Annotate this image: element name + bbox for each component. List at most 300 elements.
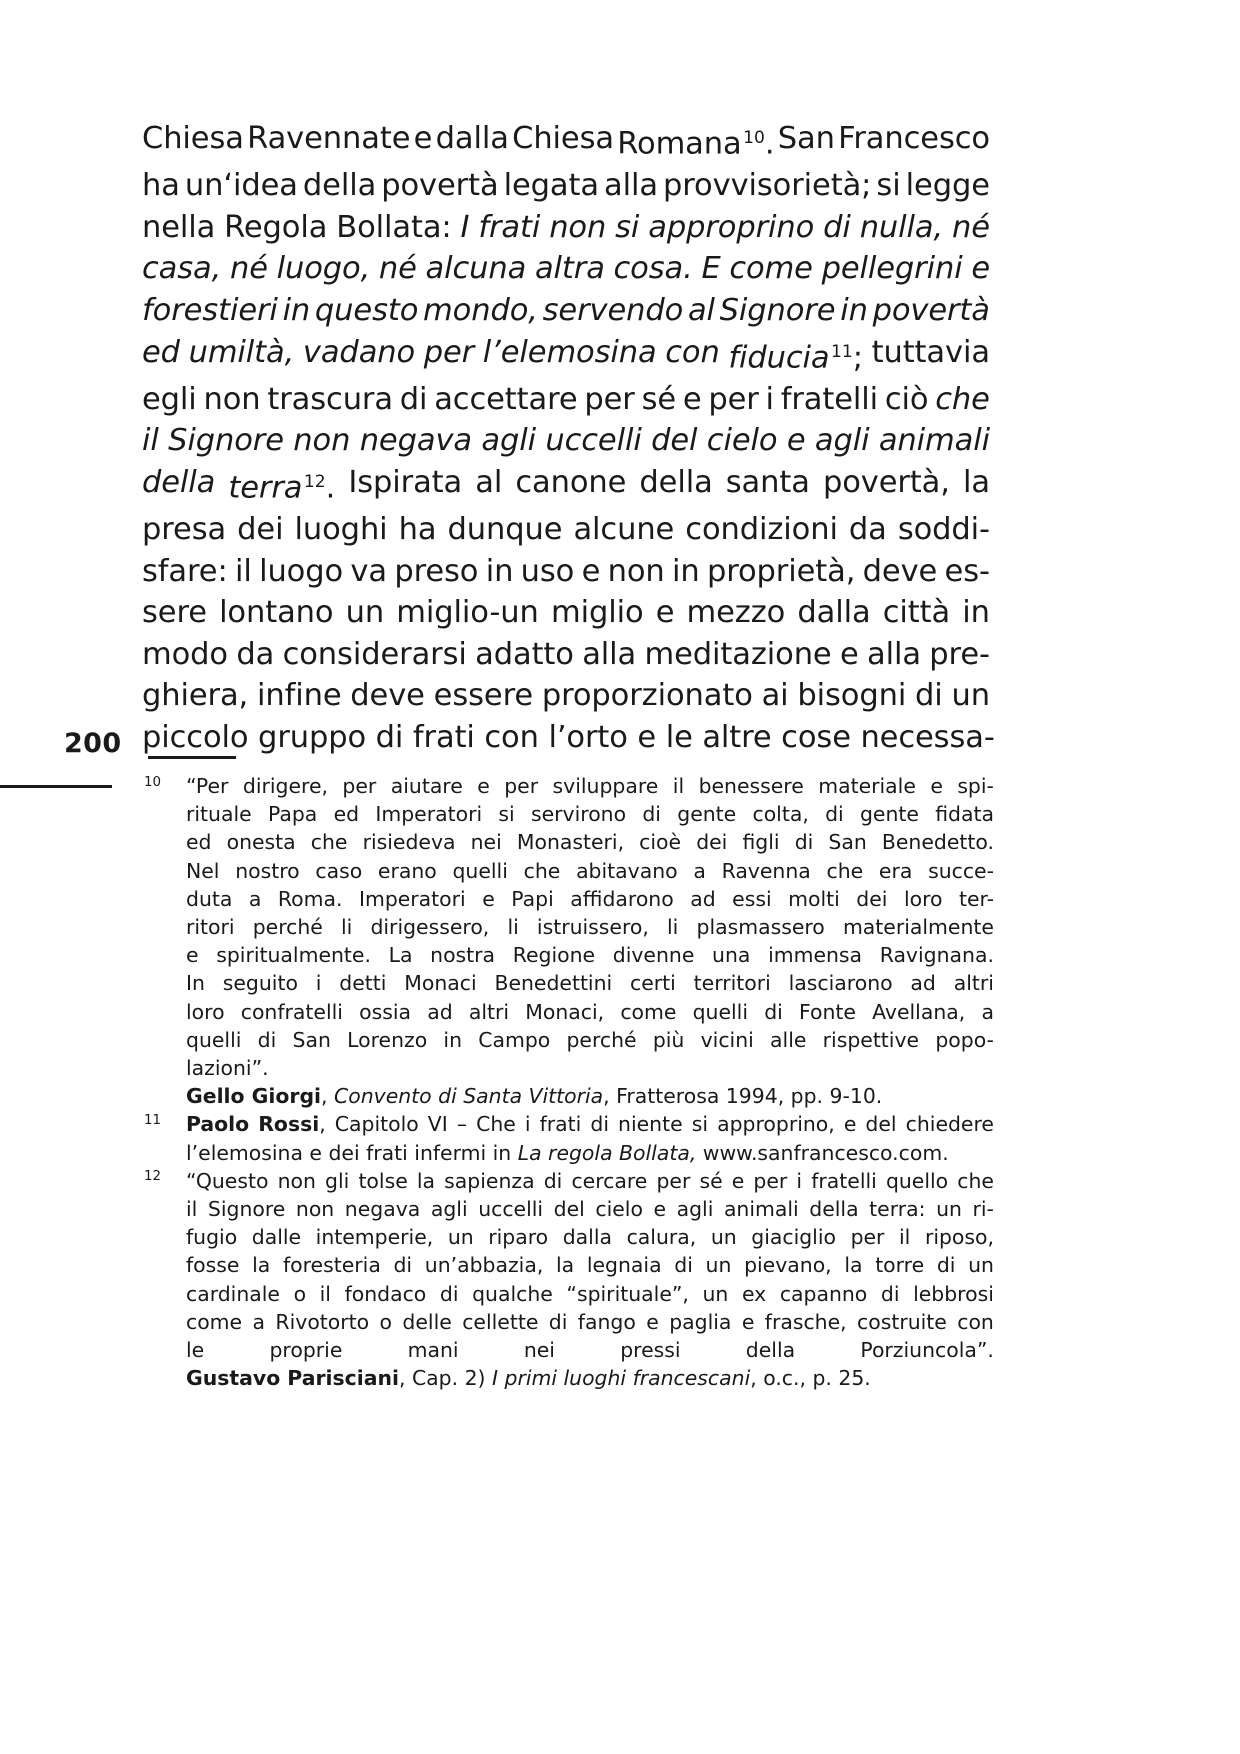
word: [929, 634, 990, 676]
word: [258, 1110, 325, 1138]
word: [524, 857, 561, 885]
text-line: [142, 290, 990, 332]
footnote-item: [142, 772, 994, 1110]
text-run: provvisorietà;: [663, 168, 872, 204]
text-run: cardinale: [186, 1281, 280, 1306]
text-run: con: [957, 1309, 994, 1334]
text-run: della: [745, 1338, 796, 1363]
word: [294, 1280, 306, 1308]
word: [872, 332, 990, 379]
word: [186, 998, 225, 1026]
text-run: di: [399, 381, 428, 417]
word: [582, 551, 601, 593]
text-run: , o.c., p. 25.: [750, 1366, 871, 1391]
word: [511, 885, 553, 913]
word: [796, 1167, 802, 1195]
word: [481, 420, 536, 462]
word: [883, 592, 950, 634]
text-run: per: [753, 1168, 788, 1193]
word: [685, 509, 838, 551]
word: [822, 248, 963, 290]
word: [342, 772, 376, 800]
word: [693, 998, 748, 1026]
text-run: di: [543, 1168, 563, 1193]
footnote-line: [186, 1082, 994, 1110]
word: [394, 551, 478, 593]
text-run: Monaci,: [525, 999, 605, 1024]
word: [208, 1195, 285, 1223]
word: [677, 1195, 714, 1223]
word: [674, 1251, 693, 1279]
word: [811, 1167, 877, 1195]
footnote-line: [186, 1167, 994, 1195]
text-run: altri: [953, 971, 994, 996]
word: [882, 828, 994, 856]
word: [462, 1308, 538, 1336]
word: [711, 1223, 737, 1251]
word: [186, 857, 219, 885]
text-run: territori: [693, 971, 771, 996]
word: [840, 634, 859, 676]
text-run: meditazione: [644, 636, 832, 672]
text-run: ad: [910, 971, 936, 996]
word: [935, 1026, 994, 1054]
text-run: la: [962, 464, 990, 500]
text-run: , Cap. 2): [398, 1366, 492, 1391]
word: [906, 165, 990, 207]
text-run: perché: [252, 915, 323, 940]
italic-run: vadano: [302, 334, 416, 370]
word: [185, 165, 298, 207]
text-run: , Fratterosa 1994, pp. 9-10.: [603, 1084, 883, 1109]
word: [428, 1110, 448, 1138]
text-run: lasciarono: [788, 971, 893, 996]
text-run: gli: [325, 1168, 350, 1193]
word: [768, 941, 862, 969]
text-run: sfare:: [142, 553, 228, 589]
word: [186, 1280, 280, 1308]
word: [249, 885, 262, 913]
word: [732, 885, 771, 913]
word: [925, 1223, 994, 1251]
text-run: un: [968, 1253, 994, 1278]
word: [551, 592, 644, 634]
text-run: un: [936, 1197, 962, 1222]
word: [935, 800, 994, 828]
text-run: nella: [142, 209, 216, 245]
text-line: [142, 462, 990, 509]
text-run: va: [350, 553, 387, 589]
word: [608, 551, 665, 593]
text-run: Benedettini: [494, 971, 613, 996]
text-run: dei: [696, 830, 728, 855]
word: [404, 969, 476, 997]
word: [630, 969, 676, 997]
text-run: “Questo: [186, 1168, 269, 1193]
text-run: ed: [333, 802, 360, 827]
word: [823, 462, 950, 509]
text-run: Lorenzo: [347, 1027, 428, 1052]
text-run: quelli: [692, 999, 749, 1024]
word: [414, 118, 433, 165]
text-run: rispettive: [822, 1027, 920, 1052]
word: [524, 1336, 555, 1364]
text-run: si: [691, 1112, 709, 1137]
word: [142, 379, 197, 421]
word: [954, 969, 994, 997]
word: [703, 1280, 729, 1308]
text-run: non: [277, 1168, 316, 1193]
text-run: ha: [142, 168, 180, 204]
text-run: non: [607, 553, 665, 589]
word: [345, 1280, 427, 1308]
text-run: lontano: [219, 595, 334, 631]
word: [186, 800, 252, 828]
word: [471, 828, 502, 856]
text-run: colta,: [752, 802, 809, 827]
word: [665, 332, 719, 379]
text-run: agli: [676, 1197, 714, 1222]
text-run: paglia: [669, 1309, 732, 1334]
text-run: a: [981, 999, 994, 1024]
word: [701, 248, 720, 290]
word: [417, 1167, 435, 1195]
text-run: sapienza: [444, 1168, 535, 1193]
text-run: VI: [427, 1112, 448, 1137]
word: [402, 1308, 451, 1336]
word: [142, 165, 180, 207]
page-number-rule: [0, 785, 112, 788]
text-run: un: [702, 1281, 729, 1306]
text-run: città: [882, 595, 951, 631]
word: [482, 885, 495, 913]
text-run: es-: [944, 553, 990, 589]
text-run: pressi: [620, 1338, 681, 1363]
word: [544, 1167, 563, 1195]
word: [910, 969, 935, 997]
text-run: .: [325, 470, 336, 506]
text-run: materiale: [818, 774, 916, 798]
word: [360, 420, 472, 462]
word: [573, 509, 674, 551]
word: [849, 509, 887, 551]
text-run: i: [315, 971, 322, 996]
text-run: di: [764, 999, 783, 1024]
text-run: considerarsi: [282, 636, 467, 672]
text-run: ad: [690, 886, 716, 911]
word: [295, 509, 388, 551]
text-run: la: [252, 1253, 271, 1278]
text-run: Romana: [617, 126, 742, 162]
word: [253, 913, 323, 941]
text-run: si: [876, 168, 901, 204]
text-run: sere: [142, 595, 207, 631]
word: [815, 420, 870, 462]
italic-run: luogo,: [276, 251, 371, 287]
text-line: [142, 207, 990, 249]
word: [216, 941, 371, 969]
word: [706, 1251, 732, 1279]
text-run: li: [340, 915, 353, 940]
text-run: quelli: [452, 858, 508, 883]
text-run: altri: [468, 999, 510, 1024]
text-run: egli: [142, 381, 197, 417]
word: [957, 1167, 994, 1195]
word: [186, 1336, 204, 1364]
word: [359, 998, 411, 1026]
word: [752, 800, 808, 828]
word: [448, 1223, 474, 1251]
text-run: da: [848, 512, 887, 548]
text-run: che: [826, 858, 864, 883]
word: [673, 772, 684, 800]
italic-run: uccelli: [545, 423, 642, 459]
text-run: legge: [905, 168, 990, 204]
text-run: succe-: [928, 858, 994, 883]
word: [258, 1026, 277, 1054]
text-run: sé: [641, 381, 677, 417]
text-run: riposo,: [924, 1225, 994, 1250]
italic-run: non: [549, 209, 607, 245]
text-run: di: [548, 1309, 568, 1334]
word: [554, 1195, 585, 1223]
text-run: o: [293, 1281, 307, 1306]
word: [186, 913, 235, 941]
word: [142, 509, 226, 551]
text-run: un: [710, 1225, 737, 1250]
word: [542, 675, 753, 717]
word: [186, 1167, 268, 1195]
text-run: la: [416, 1168, 436, 1193]
word: [869, 1195, 925, 1223]
word: [795, 828, 814, 856]
italic-run: La regola Bollata,: [517, 1140, 697, 1165]
text-run: Rivotorto: [275, 1309, 370, 1334]
footnote-line: [186, 1251, 994, 1279]
footnote-line: [186, 998, 994, 1026]
text-run: mezzo: [686, 595, 786, 631]
word: [142, 332, 180, 379]
word: [936, 1195, 962, 1223]
word: [315, 290, 418, 332]
word: [346, 592, 384, 634]
text-run: e: [741, 1309, 755, 1334]
footnote-line: [186, 800, 994, 828]
word: [235, 857, 299, 885]
text-run: certi: [630, 971, 676, 996]
text-run: e: [843, 1112, 857, 1137]
word: [498, 800, 514, 828]
text-run: modo: [142, 636, 228, 672]
text-run: confratelli: [240, 999, 343, 1024]
text-run: tuttavia: [871, 334, 990, 370]
italic-run: ed: [142, 334, 180, 370]
footnote-line: [186, 913, 994, 941]
word: [860, 1336, 994, 1364]
text-run: Chiesa: [142, 121, 244, 156]
word: [838, 118, 990, 165]
text-run: Imperatori: [358, 886, 466, 911]
text-run: duta: [186, 886, 233, 911]
text-line: [142, 551, 990, 593]
word: [235, 551, 252, 593]
text-run: ex: [741, 1281, 767, 1306]
text-run: Nel: [186, 858, 220, 883]
italic-run: con: [665, 334, 720, 370]
text-run: fango: [577, 1309, 636, 1334]
text-run: proporzionato: [541, 678, 753, 714]
footnote-reference: 12: [303, 471, 326, 492]
text-run: benessere: [698, 774, 804, 798]
word: [582, 634, 636, 676]
word: [259, 551, 343, 593]
word: [408, 1336, 459, 1364]
italic-run: di: [823, 209, 851, 245]
text-run: fugio: [186, 1225, 238, 1250]
word: [614, 248, 693, 290]
italic-run: animali: [878, 423, 990, 459]
text-run: un‘idea: [184, 168, 298, 204]
word: [513, 941, 595, 969]
footnote-line: [186, 1336, 994, 1364]
main-text-column: [142, 118, 995, 759]
word: [604, 165, 658, 207]
word: [283, 290, 311, 332]
word: [751, 1223, 836, 1251]
word: [928, 857, 994, 885]
word: [283, 634, 467, 676]
text-run: chiedere: [905, 1112, 994, 1137]
word: [396, 592, 539, 634]
word: [375, 800, 482, 828]
text-run: le: [186, 1338, 205, 1363]
text-run: il: [672, 774, 685, 798]
text-run: di: [393, 1253, 413, 1278]
text-run: cielo: [595, 1197, 643, 1222]
text-run: molti: [788, 886, 840, 911]
word: [142, 248, 221, 290]
text-run: miglio-un: [396, 595, 539, 631]
text-run: ritori: [186, 915, 235, 940]
text-run: i: [796, 1168, 803, 1193]
text-run: Papa: [267, 802, 318, 827]
text-run: miglio: [550, 595, 644, 631]
text-run: frati: [539, 1112, 582, 1137]
word: [587, 1251, 662, 1279]
text-run: a: [252, 1309, 266, 1334]
text-run: che: [310, 830, 348, 855]
text-run: legata: [503, 168, 599, 204]
italic-run: il: [142, 423, 159, 459]
word: [436, 118, 509, 165]
text-run: San: [777, 121, 835, 156]
word: [543, 290, 684, 332]
word: [972, 1195, 993, 1223]
word: [336, 207, 451, 249]
text-run: per: [850, 1225, 885, 1250]
italic-run: in: [282, 292, 311, 328]
italic-run: agli: [481, 423, 536, 459]
text-run: in: [671, 553, 700, 589]
word: [269, 1336, 342, 1364]
word: [867, 634, 921, 676]
word: [693, 857, 706, 885]
text-run: in: [443, 1027, 462, 1052]
word: [325, 1167, 349, 1195]
text-run: uccelli: [478, 1197, 544, 1222]
word: [872, 998, 965, 1026]
text-run: dei: [237, 512, 284, 548]
word: [627, 1223, 697, 1251]
text-run: agli: [430, 1197, 468, 1222]
text-run: quello: [885, 1168, 949, 1193]
text-run: dirigessero,: [370, 915, 490, 940]
word: [316, 969, 322, 997]
footnote-line: [186, 828, 994, 856]
text-run: dei: [856, 886, 888, 911]
word: [142, 592, 207, 634]
text-run: fratelli: [780, 381, 879, 417]
word: [277, 248, 371, 290]
text-run: nostra: [430, 943, 496, 968]
text-run: Ravenna: [721, 858, 811, 883]
text-run: sviluppare: [552, 774, 659, 798]
text-run: San: [292, 1027, 331, 1052]
italic-run: per: [423, 334, 475, 370]
text-run: ri-: [972, 1197, 994, 1222]
word: [186, 1026, 241, 1054]
word: [186, 772, 228, 800]
word: [380, 1308, 392, 1336]
text-run: bisogni: [797, 678, 907, 714]
text-run: rituale: [186, 802, 252, 827]
text-run: Chiesa: [512, 121, 614, 156]
text-line: [142, 675, 990, 717]
text-run: essi: [732, 886, 772, 911]
text-run: erano: [377, 858, 437, 883]
word: [537, 913, 649, 941]
text-run: alla: [604, 168, 658, 204]
word: [809, 1195, 858, 1223]
text-line: [142, 379, 990, 421]
word: [393, 1251, 412, 1279]
text-run: di: [257, 1027, 277, 1052]
word: [642, 379, 676, 421]
word: [186, 1223, 237, 1251]
text-run: spiritualmente.: [216, 943, 371, 968]
word: [316, 1223, 434, 1251]
word: [590, 1110, 609, 1138]
word: [687, 592, 786, 634]
word: [651, 420, 697, 462]
word: [358, 1167, 407, 1195]
word: [237, 509, 283, 551]
text-run: il: [319, 1281, 331, 1306]
text-run: cellette: [462, 1309, 539, 1334]
word: [186, 885, 232, 913]
word: [427, 998, 452, 1026]
word: [224, 207, 327, 249]
word: [347, 1026, 427, 1054]
word: [444, 1167, 534, 1195]
word: [639, 462, 712, 509]
word: [253, 1308, 266, 1336]
text-run: ;: [852, 340, 863, 376]
italic-run: approprino: [648, 209, 815, 245]
word: [728, 332, 863, 379]
word: [840, 290, 868, 332]
text-run: divenne: [612, 943, 695, 968]
